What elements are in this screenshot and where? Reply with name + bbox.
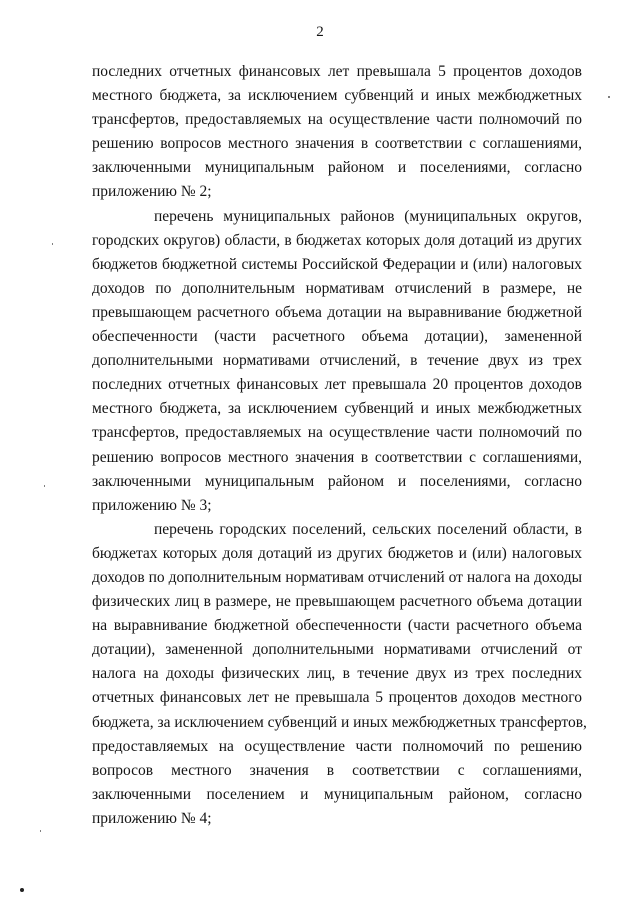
text-line: бюджетов бюджетной системы Российской Федерации и (или) налоговых (92, 255, 582, 273)
text-line: перечень городских поселений, сельских поселений области, в (154, 520, 582, 538)
text-line: перечень муниципальных районов (муниципальных округов, (154, 207, 582, 225)
text-line: решению вопросов местного значения в соответствии с соглашениями, (92, 135, 582, 153)
text-line: физических лиц в размере, не превышающем расчетного объема дотации (92, 593, 582, 611)
text-line: доходов по дополнительным нормативам отчислений в размере, не (92, 279, 582, 297)
text-line: обеспеченности (части расчетного объема дотации), замененной (92, 328, 582, 346)
body-text (92, 60, 587, 831)
text-line: заключенными поселением и муниципальным районом, согласно (92, 785, 582, 803)
text-line: трансфертов, предоставляемых на осуществление части полномочий по (92, 111, 582, 129)
text-line: трансфертов, предоставляемых на осуществление части полномочий по (92, 424, 582, 442)
text-line: налога на доходы физических лиц, в течение двух из трех последних (92, 665, 582, 683)
scan-speck (40, 830, 41, 832)
scan-speck (52, 243, 53, 245)
text-line: местного бюджета, за исключением субвенций и иных межбюджетных (92, 400, 582, 418)
text-line: приложению № 2; (92, 183, 212, 201)
text-line: последних отчетных финансовых лет превышала 5 процентов доходов (92, 63, 582, 80)
text-line: превышающем расчетного объема дотации на выравнивание бюджетной (92, 303, 582, 321)
scan-speck (608, 96, 610, 98)
text-line: бюджета, за исключением субвенций и иных межбюджетных трансфертов, (92, 713, 587, 731)
text-line: дотации), замененной дополнительными нормативами отчислений от (92, 641, 582, 659)
text-line: городских округов) области, в бюджетах которых доля дотаций из других (92, 231, 582, 249)
text-line: вопросов местного значения в соответствии с соглашениями, (92, 761, 582, 779)
text-line: заключенными муниципальным районом и поселениями, согласно (92, 472, 582, 490)
paragraph (92, 205, 582, 518)
paragraph (92, 518, 587, 831)
scan-speck (44, 485, 45, 487)
paragraph (92, 60, 582, 205)
text-line: дополнительными нормативами отчислений, в течение двух из трех (92, 352, 582, 370)
page-number: 2 (316, 24, 324, 40)
text-line: на выравнивание бюджетной обеспеченности (части расчетного объема (92, 617, 582, 635)
text-line: решению вопросов местного значения в соответствии с соглашениями, (92, 448, 582, 466)
text-line: отчетных финансовых лет не превышала 5 процентов доходов местного (92, 689, 582, 707)
text-line: доходов по дополнительным нормативам отчислений от налога на доходы (92, 568, 582, 586)
text-line: заключенными муниципальным районом и поселениями, согласно (92, 159, 582, 177)
scan-speck (20, 888, 24, 892)
text-line: приложению № 3; (92, 496, 212, 514)
text-line: местного бюджета, за исключением субвенций и иных межбюджетных (92, 87, 582, 105)
text-line: предоставляемых на осуществление части полномочий по решению (92, 737, 582, 755)
text-line: приложению № 4; (92, 809, 212, 827)
text-line: бюджетах которых доля дотаций из других бюджетов и (или) налоговых (92, 544, 582, 562)
text-line: последних отчетных финансовых лет превышала 20 процентов доходов (92, 376, 582, 394)
